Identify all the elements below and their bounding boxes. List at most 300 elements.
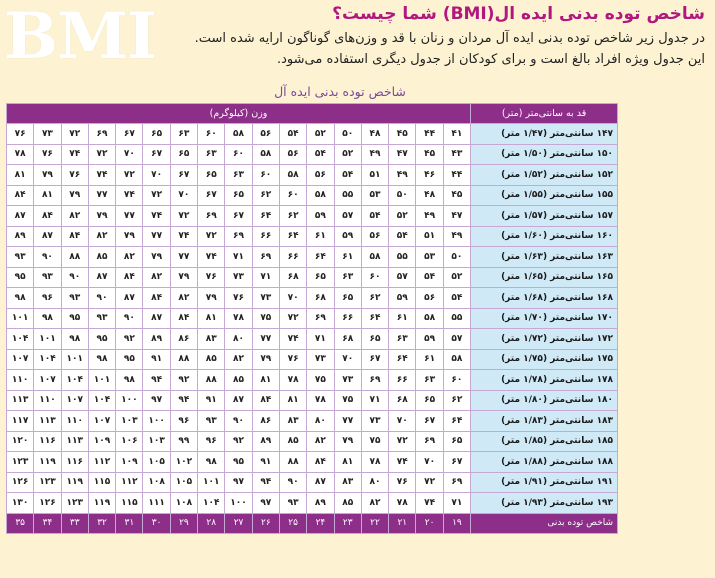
row-height-label: ۱۸۳ سانتی‌متر (۱/۸۳ متر) bbox=[471, 411, 618, 432]
weight-cell: ۴۵ bbox=[389, 124, 416, 145]
weight-cell: ۶۲ bbox=[443, 390, 470, 411]
weight-cell: ۵۴ bbox=[307, 144, 334, 165]
bmi-value-cell: ۳۵ bbox=[7, 513, 34, 534]
weight-cell: ۷۷ bbox=[143, 226, 170, 247]
row-height-label: ۱۵۲ سانتی‌متر (۱/۵۲ متر) bbox=[471, 165, 618, 186]
weight-cell: ۱۰۷ bbox=[61, 390, 88, 411]
weight-cell: ۶۴ bbox=[252, 206, 279, 227]
weight-cell: ۱۲۶ bbox=[7, 472, 34, 493]
weight-cell: ۸۸ bbox=[61, 247, 88, 268]
weight-cell: ۷۸ bbox=[361, 452, 388, 473]
intro-line: این جدول ویژه افراد بالغ است و برای کودکان از جدول دیگری استفاده می‌شود. bbox=[277, 52, 705, 67]
weight-cell: ۵۸ bbox=[279, 165, 306, 186]
weight-cell: ۸۴ bbox=[170, 308, 197, 329]
weight-cell: ۷۶ bbox=[279, 349, 306, 370]
weight-cell: ۷۷ bbox=[252, 329, 279, 350]
header-height-label: قد به سانتی‌متر (متر) bbox=[471, 104, 618, 124]
weight-cell: ۷۲ bbox=[143, 185, 170, 206]
weight-cell: ۸۰ bbox=[307, 411, 334, 432]
weight-cell: ۶۸ bbox=[389, 390, 416, 411]
weight-cell: ۱۰۵ bbox=[143, 452, 170, 473]
weight-cell: ۷۴ bbox=[279, 329, 306, 350]
weight-cell: ۱۱۰ bbox=[34, 390, 61, 411]
weight-cell: ۷۶ bbox=[389, 472, 416, 493]
weight-cell: ۷۳ bbox=[361, 411, 388, 432]
weight-cell: ۱۲۰ bbox=[7, 431, 34, 452]
weight-cell: ۸۳ bbox=[334, 472, 361, 493]
weight-cell: ۶۵ bbox=[143, 124, 170, 145]
weight-cell: ۸۲ bbox=[170, 288, 197, 309]
weight-cell: ۱۰۱ bbox=[7, 308, 34, 329]
weight-cell: ۷۶ bbox=[198, 267, 225, 288]
bmi-value-cell: ۳۳ bbox=[61, 513, 88, 534]
weight-cell: ۶۷ bbox=[143, 144, 170, 165]
weight-cell: ۱۰۴ bbox=[34, 349, 61, 370]
weight-cell: ۵۶ bbox=[307, 165, 334, 186]
weight-cell: ۸۹ bbox=[7, 226, 34, 247]
weight-cell: ۱۰۷ bbox=[7, 349, 34, 370]
weight-cell: ۷۰ bbox=[279, 288, 306, 309]
weight-cell: ۹۸ bbox=[88, 349, 115, 370]
weight-cell: ۵۷ bbox=[443, 329, 470, 350]
weight-cell: ۷۰ bbox=[143, 165, 170, 186]
weight-cell: ۵۰ bbox=[334, 124, 361, 145]
weight-cell: ۶۱ bbox=[416, 349, 443, 370]
weight-cell: ۸۵ bbox=[225, 370, 252, 391]
weight-cell: ۱۱۱ bbox=[143, 493, 170, 514]
weight-cell: ۵۲ bbox=[443, 267, 470, 288]
weight-cell: ۷۴ bbox=[143, 206, 170, 227]
weight-cell: ۵۴ bbox=[361, 206, 388, 227]
weight-cell: ۹۰ bbox=[279, 472, 306, 493]
weight-cell: ۸۱ bbox=[7, 165, 34, 186]
weight-cell: ۷۶ bbox=[61, 165, 88, 186]
weight-cell: ۷۳ bbox=[252, 288, 279, 309]
weight-cell: ۱۱۶ bbox=[61, 452, 88, 473]
bmi-value-cell: ۱۹ bbox=[443, 513, 470, 534]
row-height-label: ۱۹۱ سانتی‌متر (۱/۹۱ متر) bbox=[471, 472, 618, 493]
weight-cell: ۶۴ bbox=[361, 308, 388, 329]
weight-cell: ۱۰۷ bbox=[88, 411, 115, 432]
weight-cell: ۷۴ bbox=[416, 493, 443, 514]
weight-cell: ۷۴ bbox=[88, 165, 115, 186]
weight-cell: ۵۲ bbox=[307, 124, 334, 145]
weight-cell: ۹۲ bbox=[225, 431, 252, 452]
weight-cell: ۶۴ bbox=[307, 247, 334, 268]
weight-cell: ۹۳ bbox=[198, 411, 225, 432]
weight-cell: ۵۷ bbox=[334, 206, 361, 227]
weight-cell: ۸۲ bbox=[143, 267, 170, 288]
weight-cell: ۸۹ bbox=[307, 493, 334, 514]
weight-cell: ۶۹ bbox=[443, 472, 470, 493]
row-height-label: ۱۷۲ سانتی‌متر (۱/۷۲ متر) bbox=[471, 329, 618, 350]
weight-cell: ۷۲ bbox=[170, 206, 197, 227]
weight-cell: ۶۶ bbox=[279, 247, 306, 268]
weight-cell: ۱۲۳ bbox=[7, 452, 34, 473]
weight-cell: ۴۷ bbox=[443, 206, 470, 227]
weight-cell: ۱۰۸ bbox=[170, 493, 197, 514]
weight-cell: ۷۷ bbox=[116, 206, 143, 227]
bmi-value-cell: ۲۰ bbox=[416, 513, 443, 534]
weight-cell: ۹۵ bbox=[61, 308, 88, 329]
weight-cell: ۵۴ bbox=[279, 124, 306, 145]
table-caption: شاخص توده بدنی ایده آل bbox=[274, 84, 406, 99]
weight-cell: ۱۰۴ bbox=[7, 329, 34, 350]
weight-cell: ۷۷ bbox=[170, 247, 197, 268]
weight-cell: ۱۰۴ bbox=[198, 493, 225, 514]
weight-cell: ۷۳ bbox=[307, 349, 334, 370]
weight-cell: ۸۱ bbox=[252, 370, 279, 391]
weight-cell: ۸۷ bbox=[307, 472, 334, 493]
weight-cell: ۵۶ bbox=[252, 124, 279, 145]
weight-cell: ۸۲ bbox=[88, 226, 115, 247]
header-weight-label: وزن (کیلوگرم) bbox=[7, 104, 471, 124]
table-row bbox=[7, 165, 618, 186]
bmi-value-cell: ۲۷ bbox=[225, 513, 252, 534]
table-row bbox=[7, 288, 618, 309]
table-footer-row bbox=[7, 513, 618, 534]
table-row bbox=[7, 349, 618, 370]
weight-cell: ۵۸ bbox=[416, 308, 443, 329]
weight-cell: ۸۳ bbox=[198, 329, 225, 350]
weight-cell: ۴۹ bbox=[443, 226, 470, 247]
bmi-value-cell: ۲۳ bbox=[334, 513, 361, 534]
weight-cell: ۱۲۶ bbox=[34, 493, 61, 514]
weight-cell: ۵۵ bbox=[443, 308, 470, 329]
weight-cell: ۹۱ bbox=[143, 349, 170, 370]
weight-cell: ۶۳ bbox=[334, 267, 361, 288]
weight-cell: ۴۹ bbox=[361, 144, 388, 165]
table-row bbox=[7, 247, 618, 268]
weight-cell: ۷۴ bbox=[170, 226, 197, 247]
weight-cell: ۹۱ bbox=[252, 452, 279, 473]
weight-cell: ۹۴ bbox=[170, 390, 197, 411]
weight-cell: ۶۳ bbox=[198, 144, 225, 165]
weight-cell: ۸۸ bbox=[279, 452, 306, 473]
weight-cell: ۷۴ bbox=[389, 452, 416, 473]
weight-cell: ۷۸ bbox=[307, 390, 334, 411]
weight-cell: ۵۸ bbox=[443, 349, 470, 370]
weight-cell: ۵۸ bbox=[252, 144, 279, 165]
weight-cell: ۶۵ bbox=[361, 329, 388, 350]
table-header-row bbox=[7, 104, 618, 124]
weight-cell: ۶۱ bbox=[334, 247, 361, 268]
table-row bbox=[7, 226, 618, 247]
weight-cell: ۹۶ bbox=[170, 411, 197, 432]
weight-cell: ۷۹ bbox=[61, 185, 88, 206]
weight-cell: ۸۲ bbox=[61, 206, 88, 227]
weight-cell: ۷۲ bbox=[389, 431, 416, 452]
weight-cell: ۶۵ bbox=[334, 288, 361, 309]
weight-cell: ۹۵ bbox=[7, 267, 34, 288]
weight-cell: ۶۶ bbox=[334, 308, 361, 329]
weight-cell: ۷۰ bbox=[416, 452, 443, 473]
table-row bbox=[7, 431, 618, 452]
weight-cell: ۸۲ bbox=[225, 349, 252, 370]
bmi-value-cell: ۲۶ bbox=[252, 513, 279, 534]
weight-cell: ۶۸ bbox=[334, 329, 361, 350]
weight-cell: ۱۰۳ bbox=[143, 431, 170, 452]
weight-cell: ۶۰ bbox=[443, 370, 470, 391]
weight-cell: ۸۲ bbox=[361, 493, 388, 514]
row-height-label: ۱۶۵ سانتی‌متر (۱/۶۵ متر) bbox=[471, 267, 618, 288]
bmi-value-cell: ۳۲ bbox=[88, 513, 115, 534]
row-height-label: ۱۹۳ سانتی‌متر (۱/۹۳ متر) bbox=[471, 493, 618, 514]
row-height-label: ۱۵۷ سانتی‌متر (۱/۵۷ متر) bbox=[471, 206, 618, 227]
weight-cell: ۷۶ bbox=[34, 144, 61, 165]
weight-cell: ۴۴ bbox=[443, 165, 470, 186]
bmi-value-cell: ۳۱ bbox=[116, 513, 143, 534]
weight-cell: ۴۵ bbox=[416, 144, 443, 165]
weight-cell: ۱۱۳ bbox=[61, 431, 88, 452]
weight-cell: ۶۸ bbox=[279, 267, 306, 288]
weight-cell: ۹۳ bbox=[7, 247, 34, 268]
table-row bbox=[7, 472, 618, 493]
weight-cell: ۵۲ bbox=[334, 144, 361, 165]
page-title: شاخص توده بدنی ایده ال(BMI) شما چیست؟ bbox=[332, 4, 705, 24]
weight-cell: ۶۶ bbox=[252, 226, 279, 247]
weight-cell: ۸۱ bbox=[198, 308, 225, 329]
weight-cell: ۸۴ bbox=[7, 185, 34, 206]
weight-cell: ۱۰۹ bbox=[88, 431, 115, 452]
weight-cell: ۷۲ bbox=[61, 124, 88, 145]
intro-paragraph bbox=[145, 28, 705, 70]
weight-cell: ۸۷ bbox=[88, 267, 115, 288]
weight-cell: ۷۰ bbox=[389, 411, 416, 432]
table-row bbox=[7, 206, 618, 227]
weight-cell: ۶۰ bbox=[361, 267, 388, 288]
weight-cell: ۴۳ bbox=[443, 144, 470, 165]
weight-cell: ۱۰۸ bbox=[143, 472, 170, 493]
table-row bbox=[7, 390, 618, 411]
weight-cell: ۵۴ bbox=[389, 226, 416, 247]
weight-cell: ۶۵ bbox=[198, 165, 225, 186]
weight-cell: ۵۴ bbox=[334, 165, 361, 186]
weight-cell: ۵۷ bbox=[389, 267, 416, 288]
weight-cell: ۷۲ bbox=[116, 165, 143, 186]
weight-cell: ۷۹ bbox=[116, 226, 143, 247]
weight-cell: ۱۰۱ bbox=[61, 349, 88, 370]
row-height-label: ۱۴۷ سانتی‌متر (۱/۴۷ متر) bbox=[471, 124, 618, 145]
row-height-label: ۱۸۰ سانتی‌متر (۱/۸۰ متر) bbox=[471, 390, 618, 411]
weight-cell: ۶۹ bbox=[307, 308, 334, 329]
weight-cell: ۴۹ bbox=[389, 165, 416, 186]
weight-cell: ۶۰ bbox=[198, 124, 225, 145]
weight-cell: ۸۵ bbox=[88, 247, 115, 268]
weight-cell: ۷۹ bbox=[252, 349, 279, 370]
weight-cell: ۱۱۶ bbox=[34, 431, 61, 452]
weight-cell: ۵۲ bbox=[389, 206, 416, 227]
row-height-label: ۱۶۸ سانتی‌متر (۱/۶۸ متر) bbox=[471, 288, 618, 309]
weight-cell: ۴۵ bbox=[443, 185, 470, 206]
weight-cell: ۶۲ bbox=[252, 185, 279, 206]
weight-cell: ۷۶ bbox=[225, 288, 252, 309]
weight-cell: ۹۸ bbox=[7, 288, 34, 309]
weight-cell: ۱۰۲ bbox=[170, 452, 197, 473]
weight-cell: ۱۱۳ bbox=[7, 390, 34, 411]
weight-cell: ۵۶ bbox=[279, 144, 306, 165]
weight-cell: ۱۱۷ bbox=[7, 411, 34, 432]
weight-cell: ۶۷ bbox=[361, 349, 388, 370]
weight-cell: ۱۰۴ bbox=[61, 370, 88, 391]
weight-cell: ۷۹ bbox=[34, 165, 61, 186]
weight-cell: ۷۶ bbox=[7, 124, 34, 145]
weight-cell: ۹۶ bbox=[198, 431, 225, 452]
weight-cell: ۸۷ bbox=[34, 226, 61, 247]
weight-cell: ۶۷ bbox=[116, 124, 143, 145]
weight-cell: ۹۱ bbox=[198, 390, 225, 411]
table-row bbox=[7, 452, 618, 473]
weight-cell: ۸۲ bbox=[307, 431, 334, 452]
weight-cell: ۷۸ bbox=[7, 144, 34, 165]
weight-cell: ۹۳ bbox=[88, 308, 115, 329]
weight-cell: ۹۰ bbox=[116, 308, 143, 329]
weight-cell: ۵۳ bbox=[361, 185, 388, 206]
weight-cell: ۹۸ bbox=[116, 370, 143, 391]
weight-cell: ۵۸ bbox=[225, 124, 252, 145]
weight-cell: ۵۹ bbox=[389, 288, 416, 309]
weight-cell: ۶۷ bbox=[198, 185, 225, 206]
weight-cell: ۸۴ bbox=[61, 226, 88, 247]
weight-cell: ۶۹ bbox=[361, 370, 388, 391]
weight-cell: ۶۷ bbox=[443, 452, 470, 473]
bmi-value-cell: ۲۱ bbox=[389, 513, 416, 534]
weight-cell: ۵۰ bbox=[443, 247, 470, 268]
footer-bmi-label: شاخص توده بدنی bbox=[471, 513, 618, 534]
weight-cell: ۶۸ bbox=[307, 288, 334, 309]
weight-cell: ۵۵ bbox=[334, 185, 361, 206]
weight-cell: ۷۱ bbox=[307, 329, 334, 350]
weight-cell: ۶۹ bbox=[252, 247, 279, 268]
weight-cell: ۴۷ bbox=[389, 144, 416, 165]
weight-cell: ۶۵ bbox=[416, 390, 443, 411]
weight-cell: ۵۹ bbox=[307, 206, 334, 227]
bmi-value-cell: ۳۰ bbox=[143, 513, 170, 534]
weight-cell: ۸۳ bbox=[279, 411, 306, 432]
weight-cell: ۵۱ bbox=[416, 226, 443, 247]
bmi-value-cell: ۳۴ bbox=[34, 513, 61, 534]
table-row bbox=[7, 124, 618, 145]
weight-cell: ۷۹ bbox=[143, 247, 170, 268]
table-row bbox=[7, 144, 618, 165]
weight-cell: ۸۵ bbox=[279, 431, 306, 452]
weight-cell: ۱۰۰ bbox=[225, 493, 252, 514]
weight-cell: ۷۳ bbox=[334, 370, 361, 391]
weight-cell: ۱۰۶ bbox=[116, 431, 143, 452]
table-row bbox=[7, 308, 618, 329]
weight-cell: ۸۸ bbox=[170, 349, 197, 370]
weight-cell: ۱۱۲ bbox=[88, 452, 115, 473]
weight-cell: ۴۱ bbox=[443, 124, 470, 145]
weight-cell: ۱۳۰ bbox=[7, 493, 34, 514]
bmi-value-cell: ۲۹ bbox=[170, 513, 197, 534]
weight-cell: ۶۱ bbox=[389, 308, 416, 329]
weight-cell: ۶۰ bbox=[252, 165, 279, 186]
weight-cell: ۷۴ bbox=[116, 185, 143, 206]
weight-cell: ۸۱ bbox=[334, 452, 361, 473]
weight-cell: ۸۴ bbox=[34, 206, 61, 227]
weight-cell: ۴۴ bbox=[416, 124, 443, 145]
weight-cell: ۸۰ bbox=[361, 472, 388, 493]
row-height-label: ۱۸۸ سانتی‌متر (۱/۸۸ متر) bbox=[471, 452, 618, 473]
weight-cell: ۶۷ bbox=[225, 206, 252, 227]
weight-cell: ۱۱۳ bbox=[34, 411, 61, 432]
weight-cell: ۸۴ bbox=[116, 267, 143, 288]
weight-cell: ۶۴ bbox=[279, 226, 306, 247]
weight-cell: ۱۰۰ bbox=[116, 390, 143, 411]
weight-cell: ۱۱۰ bbox=[61, 411, 88, 432]
bmi-value-cell: ۲۴ bbox=[307, 513, 334, 534]
weight-cell: ۶۰ bbox=[225, 144, 252, 165]
row-height-label: ۱۷۸ سانتی‌متر (۱/۷۸ متر) bbox=[471, 370, 618, 391]
weight-cell: ۷۵ bbox=[307, 370, 334, 391]
weight-cell: ۷۲ bbox=[88, 144, 115, 165]
weight-cell: ۱۱۹ bbox=[88, 493, 115, 514]
weight-cell: ۷۳ bbox=[34, 124, 61, 145]
weight-cell: ۸۷ bbox=[7, 206, 34, 227]
weight-cell: ۹۸ bbox=[61, 329, 88, 350]
weight-cell: ۱۰۳ bbox=[116, 411, 143, 432]
weight-cell: ۸۶ bbox=[252, 411, 279, 432]
weight-cell: ۷۰ bbox=[116, 144, 143, 165]
weight-cell: ۹۹ bbox=[170, 431, 197, 452]
table-row bbox=[7, 267, 618, 288]
weight-cell: ۶۳ bbox=[389, 329, 416, 350]
weight-cell: ۷۵ bbox=[334, 390, 361, 411]
weight-cell: ۷۱ bbox=[252, 267, 279, 288]
weight-cell: ۷۰ bbox=[170, 185, 197, 206]
weight-cell: ۷۸ bbox=[279, 370, 306, 391]
weight-cell: ۶۹ bbox=[88, 124, 115, 145]
weight-cell: ۹۳ bbox=[279, 493, 306, 514]
weight-cell: ۹۷ bbox=[252, 493, 279, 514]
weight-cell: ۴۸ bbox=[416, 185, 443, 206]
weight-cell: ۱۰۷ bbox=[34, 370, 61, 391]
weight-cell: ۶۵ bbox=[225, 185, 252, 206]
weight-cell: ۶۴ bbox=[443, 411, 470, 432]
weight-cell: ۴۹ bbox=[416, 206, 443, 227]
weight-cell: ۱۱۲ bbox=[116, 472, 143, 493]
table-row bbox=[7, 370, 618, 391]
weight-cell: ۶۵ bbox=[443, 431, 470, 452]
bmi-value-cell: ۲۸ bbox=[198, 513, 225, 534]
weight-cell: ۶۰ bbox=[279, 185, 306, 206]
weight-cell: ۶۲ bbox=[279, 206, 306, 227]
bmi-table bbox=[6, 103, 618, 534]
weight-cell: ۱۲۳ bbox=[34, 472, 61, 493]
weight-cell: ۹۰ bbox=[88, 288, 115, 309]
table-row bbox=[7, 493, 618, 514]
weight-cell: ۸۴ bbox=[307, 452, 334, 473]
weight-cell: ۷۲ bbox=[198, 226, 225, 247]
weight-cell: ۶۳ bbox=[416, 370, 443, 391]
weight-cell: ۵۵ bbox=[389, 247, 416, 268]
weight-cell: ۷۹ bbox=[334, 431, 361, 452]
weight-cell: ۸۱ bbox=[279, 390, 306, 411]
weight-cell: ۶۴ bbox=[389, 349, 416, 370]
weight-cell: ۹۶ bbox=[34, 288, 61, 309]
weight-cell: ۵۹ bbox=[416, 329, 443, 350]
weight-cell: ۹۰ bbox=[61, 267, 88, 288]
weight-cell: ۸۸ bbox=[198, 370, 225, 391]
bmi-value-cell: ۲۵ bbox=[279, 513, 306, 534]
intro-line: در جدول زیر شاخص توده بدنی ایده آل مردان و زنان با قد و وزن‌های گوناگون ارایه شده است. bbox=[194, 31, 705, 46]
weight-cell: ۶۳ bbox=[170, 124, 197, 145]
weight-cell: ۶۳ bbox=[225, 165, 252, 186]
row-height-label: ۱۵۰ سانتی‌متر (۱/۵۰ متر) bbox=[471, 144, 618, 165]
weight-cell: ۸۲ bbox=[116, 247, 143, 268]
weight-cell: ۹۷ bbox=[225, 472, 252, 493]
